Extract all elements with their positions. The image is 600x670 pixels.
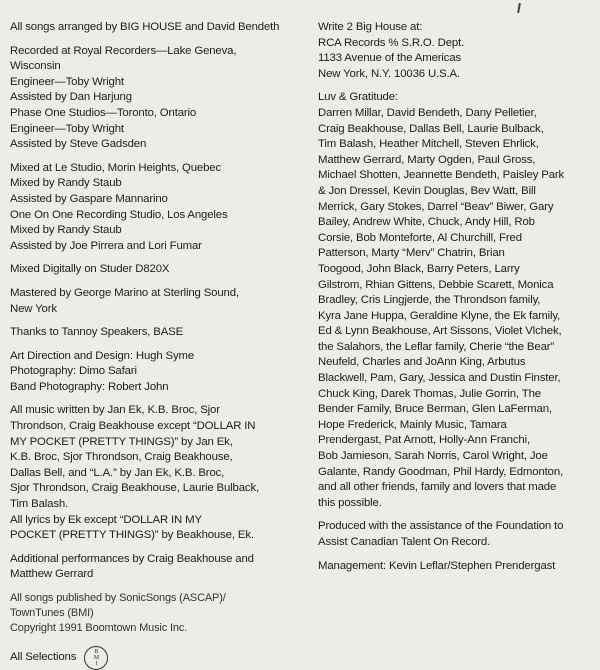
publishing-notice: All songs published by SonicSongs (ASCAP)/ TownTunes (BMI) Copyright 1991 Boomtown Music Inc. <box>10 592 226 634</box>
bmi-seal-icon: B M I <box>84 646 108 670</box>
credits-mixed-digitally: Mixed Digitally on Studer D820X <box>10 263 170 276</box>
funding-note: Produced with the assistance of the Foundation to Assist Canadian Talent On Record. <box>318 520 564 548</box>
management-credit: Management: Kevin Leflar/Stephen Prendergast <box>318 559 556 572</box>
credits-mixed: Mixed at Le Studio, Morin Heights, Quebec Mixed by Randy Staub Assisted by Gaspare Mannarino One On One Recording Studio, Los Angeles Mixed by Randy Staub Assisted by Joe Pirrera and Lori Fumar <box>10 161 228 252</box>
credits-art-direction: Art Direction and Design: Hugh Syme Photography: Dimo Safari Band Photography: Robert John <box>10 349 195 393</box>
right-column <box>318 20 592 582</box>
credits-additional: Additional performances by Craig Beakhouse and Matthew Gerrard <box>10 552 254 581</box>
thanks-list: Luv & Gratitude: Darren Millar, David Bendeth, Dany Pelletier, Craig Beakhouse, Dallas Bell, Laurie Bulback, Tim Balash, Heather Mitchell, Steven Ehrlick, Matthew Gerrard, Marty Ogden, Paul Gross, Michael Shotten, Jeannette Bendeth, Paisley Park & Jon Dressel, Kevin Douglas, Bev Watt, Bill Merrick, Gary Stokes, Darrel “Beav” Biwer, Gary Bailey, Andrew White, Chuck, Andy Hill, Rob Corsie, Bob Monteforte, Al Churchill, Fred Patterson, Marty “Merv” Chatrin, Brian Toogood, John Black, Barry Peters, Larry Gilstrom, Rhian Gittens, Debbie Scarett, Monica Bradley, Cris Lingjerde, the Throndson family, Kyra Jane Huppa, Geraldine Klyne, the Ek family, Ed & Lynn Beakhouse, Art Sissons, Violet Vlchek, the Salahors, the Leflar family, Cherie “the Bear” Neufeld, Charles and JoAnn King, Arbutus Blackwell, Pam, Gary, Jessica and Dustin Finster, Chuck King, Darek Thomas, Julie Gorrin, The Bender Family, Bruce Berman, Glen LaFerman, Hope Frederick, Mainly Music, Tamara Prendergast, Pat Arnott, Holly-Ann Franchi, Bob Jamieson, Sarah Norris, Carol Wright, Joe Galante, Randy Goodman, Phil Hardy, Edmonton, and all other friends, family and lovers that made this possible. <box>318 91 565 509</box>
credits-thanks: Thanks to Tannoy Speakers, BASE <box>10 326 184 339</box>
left-column <box>10 20 302 670</box>
credits-songwriting: All music written by Jan Ek, K.B. Broc, Sjor Throndson, Craig Beakhouse except “DOLLAR IN MY POCKET (PRETTY THINGS)” by Jan Ek, K.B. Broc, Sjor Throndson, Craig Beakhouse, Dallas Bell, and “L.A.” by Jan Ek, K.B. Broc, Sjor Throndson, Craig Beakhouse, Laurie Bulback, Tim Balash. All lyrics by Ek except “DOLLAR IN MY POCKET (PRETTY THINGS)” by Beakhouse, Ek. <box>10 404 260 542</box>
corner-mark <box>517 3 521 13</box>
credits-arranged: All songs arranged by BIG HOUSE and David Bendeth <box>10 21 280 33</box>
credits-recorded: Recorded at Royal Recorders—Lake Geneva, Wisconsin Engineer—Toby Wright Assisted by Dan Harjung Phase One Studios—Toronto, Ontario Engineer—Toby Wright Assisted by Steve Gadsden <box>10 44 237 151</box>
contact-address: Write 2 Big House at: RCA Records % S.R.O. Dept. 1133 Avenue of the Americas New York, N.Y. 10036 U.S.A. <box>318 21 465 80</box>
credits-mastered: Mastered by George Marino at Sterling Sound, New York <box>10 286 239 315</box>
all-selections-label: All Selections <box>10 651 77 664</box>
all-selections-row <box>10 646 302 670</box>
